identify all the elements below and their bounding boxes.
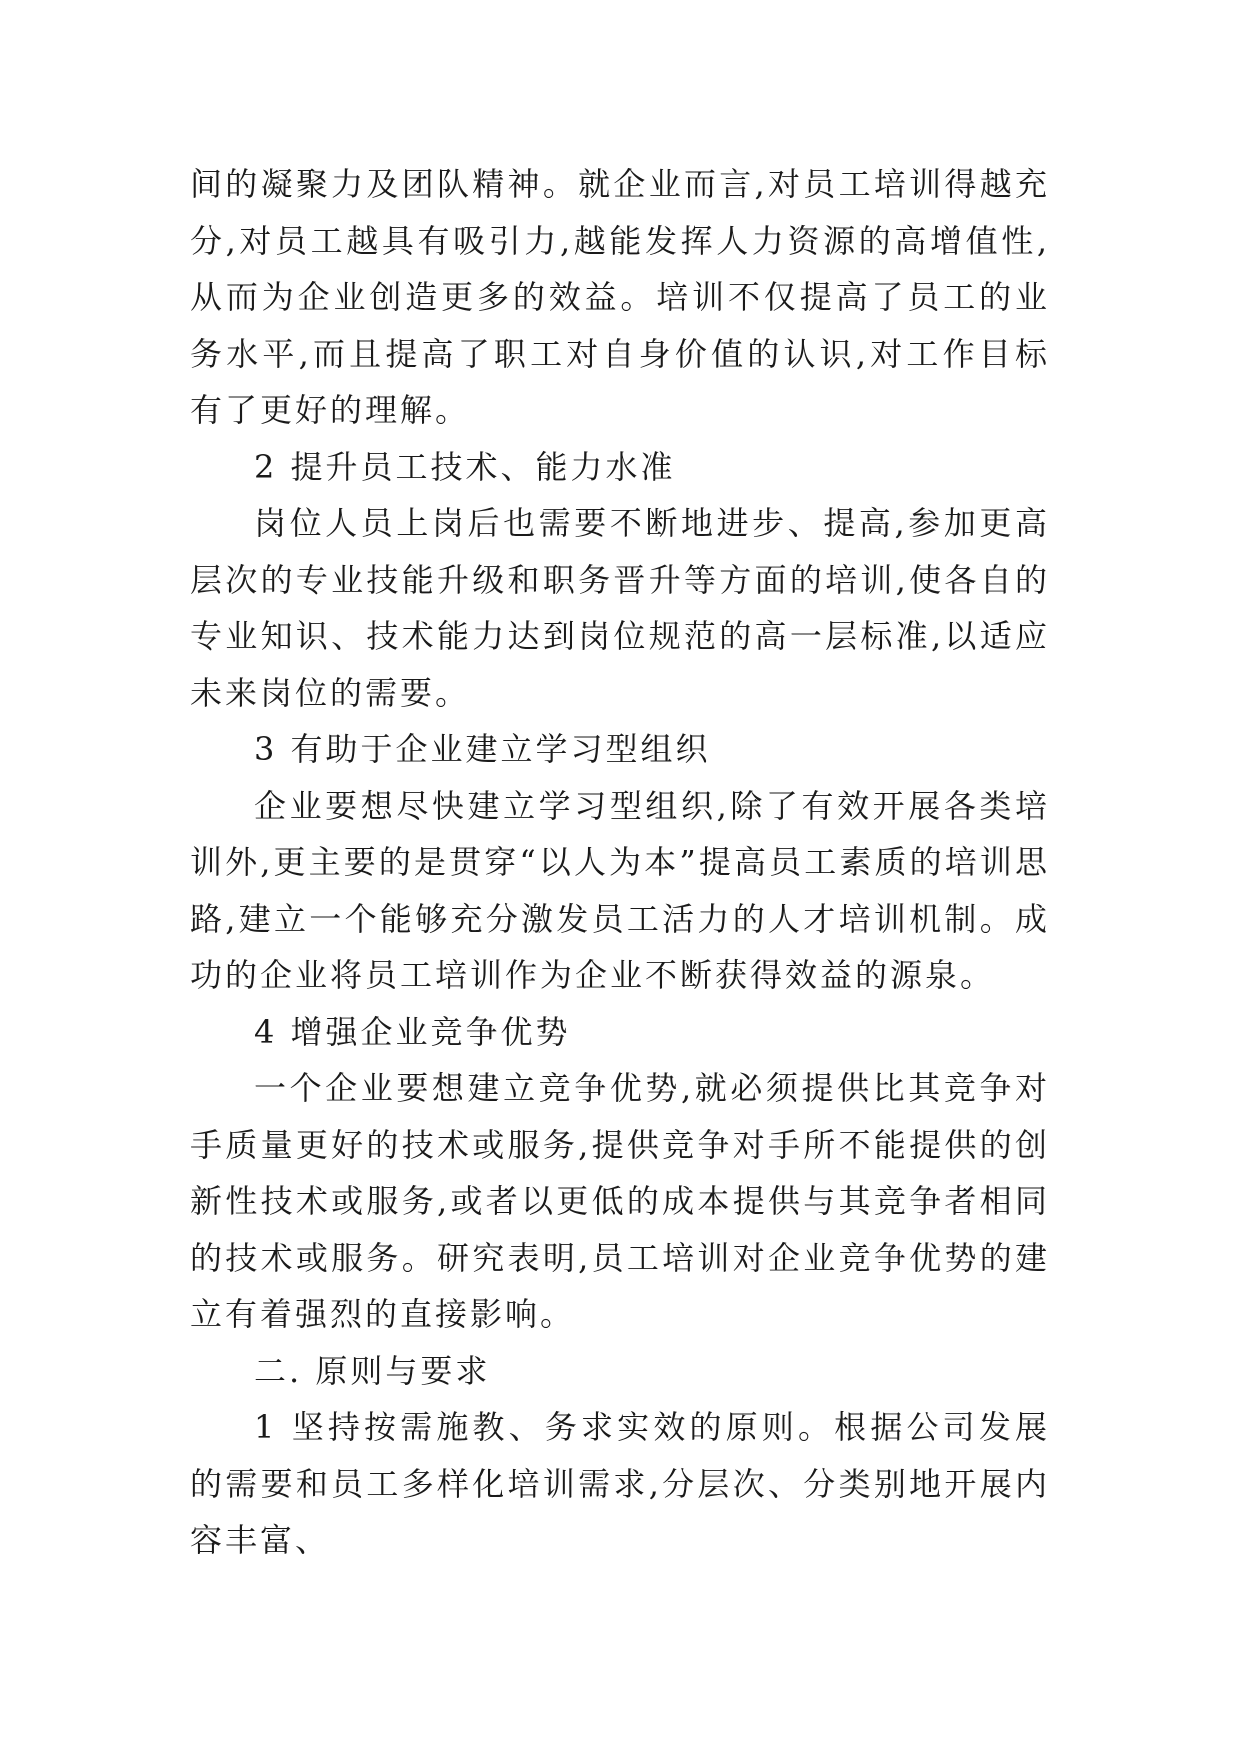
section-heading-4: 4 增强企业竞争优势 [254,1012,571,1051]
body-paragraph: 一个企业要想建立竞争优势,就必须提供比其竞争对手质量更好的技术或服务,提供竞争对手所不能提供的创新性技术或服务,或者以更低的成本提供与其竞争者相同的技术或服务。研究表明,员工培训对企业竞争优势的建立有着强烈的直接影响。 [190,1069,1050,1333]
section-heading-2: 2 提升员工技术、能力水准 [254,447,676,486]
body-paragraph: 企业要想尽快建立学习型组织,除了有效开展各类培训外,更主要的是贯穿“以人为本”提高员工素质的培训思路,建立一个能够充分激发员工活力的人才培训机制。成功的企业将员工培训作为企业不断获得效益的源泉。 [190,786,1050,994]
body-paragraph: 1 坚持按需施教、务求实效的原则。根据公司发展的需要和员工多样化培训需求,分层次、分类别地开展内容丰富、 [190,1408,1050,1559]
section-heading-3: 3 有助于企业建立学习型组织 [254,730,711,768]
body-paragraph: 岗位人员上岗后也需要不断地进步、提高,参加更高层次的专业技能升级和职务晋升等方面的培训,使各自的专业知识、技术能力达到岗位规范的高一层标准,以适应未来岗位的需要。 [190,504,1050,712]
chapter-heading-principles: 二. 原则与要求 [254,1351,491,1390]
body-paragraph-continued: 间的凝聚力及团队精神。就企业而言,对员工培训得越充分,对员工越具有吸引力,越能发挥人力资源的高增值性,从而为企业创造更多的效益。培训不仅提高了员工的业务水平,而且提高了职工对自身价值的认识,对工作目标有了更好的理解。 [190,165,1050,429]
document-body [190,156,1050,1569]
